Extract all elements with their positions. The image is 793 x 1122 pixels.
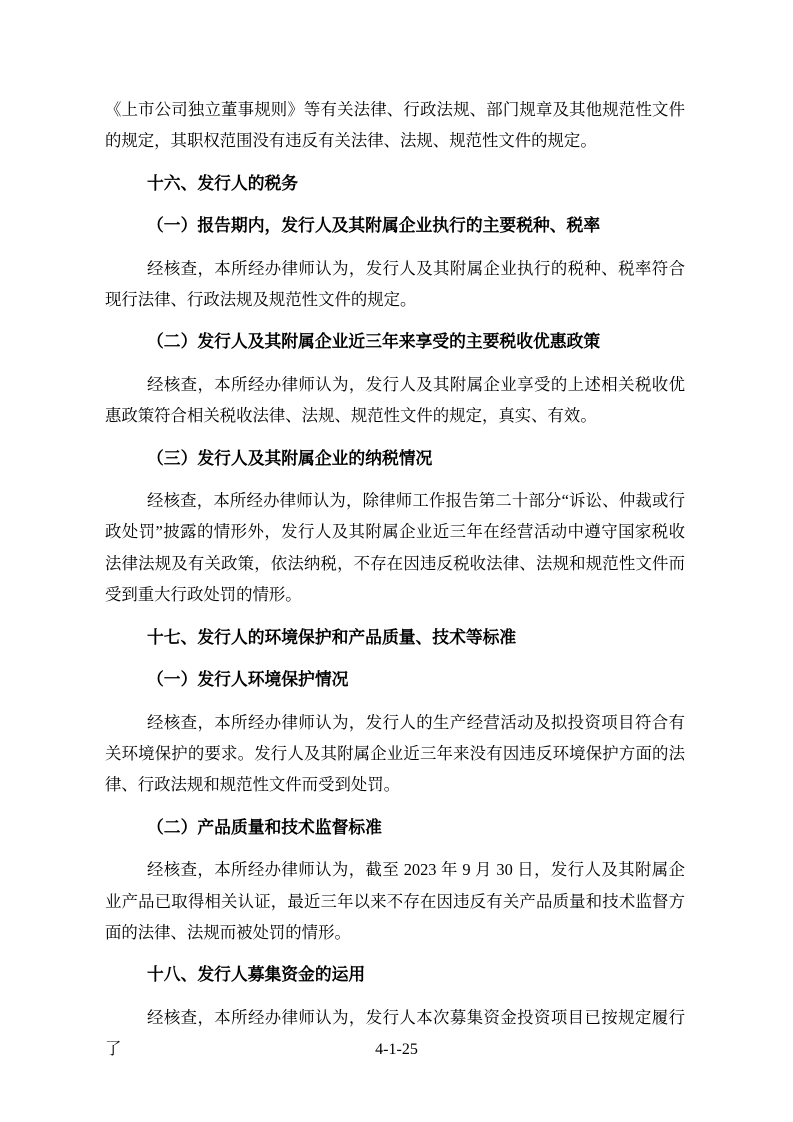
para-fundraising-opinion: 经核查，本所经办律师认为，发行人本次募集资金投资项目已按规定履行了 [105,1007,685,1059]
heading-17-1-environment-protection: （一）发行人环境保护情况 [147,670,349,690]
heading-16-3-tax-payment: （三）发行人及其附属企业的纳税情况 [147,448,433,468]
page-number: 4-1-25 [375,1041,418,1058]
heading-16-1-main-taxes: （一）报告期内，发行人及其附属企业执行的主要税种、税率 [147,216,601,236]
para-regulations-continuation: 《上市公司独立董事规则》等有关法律、行政法规、部门规章及其他规范性文件的规定，其职权范围没有违反有关法律、法规、规范性文件的规定。 [105,100,685,151]
heading-17-environment-quality-standards: 十七、发行人的环境保护和产品质量、技术等标准 [147,627,517,647]
heading-16-issuer-taxation: 十六、发行人的税务 [147,173,299,193]
heading-17-2-product-quality: （二）产品质量和技术监督标准 [147,817,382,837]
page-footer [0,1040,793,1060]
heading-18-fundraising-use: 十八、发行人募集资金的运用 [147,965,366,985]
document-content [105,94,685,1065]
para-product-quality-opinion: 经核查，本所经办律师认为，截至 2023 年 9 月 30 日，发行人及其附属企业产品已取得相关认证，最近三年以来不存在因违反有关产品质量和技术监督方面的法律、法规而被处罚的情形。 [105,860,685,942]
para-environment-opinion: 经核查，本所经办律师认为，发行人的生产经营活动及拟投资项目符合有关环境保护的要求。发行人及其附属企业近三年来没有因违反环境保护方面的法律、行政法规和规范性文件而受到处罚。 [105,712,685,795]
para-tax-incentives-opinion: 经核查，本所经办律师认为，发行人及其附属企业享受的上述相关税收优惠政策符合相关税收法律、法规、规范性文件的规定，真实、有效。 [105,374,685,426]
para-taxes-opinion: 经核查，本所经办律师认为，发行人及其附属企业执行的税种、税率符合现行法律、行政法规及规范性文件的规定。 [105,258,685,310]
heading-16-2-tax-incentives: （二）发行人及其附属企业近三年来享受的主要税收优惠政策 [147,332,601,352]
para-tax-payment-opinion: 经核查，本所经办律师认为，除律师工作报告第二十部分“诉讼、仲裁或行政处罚”披露的情形外，发行人及其附属企业近三年在经营活动中遵守国家税收法律法规及有关政策，依法纳税，不存在因违反税收法律、法规和规范性文件而受到重大行政处罚的情形。 [105,491,685,605]
